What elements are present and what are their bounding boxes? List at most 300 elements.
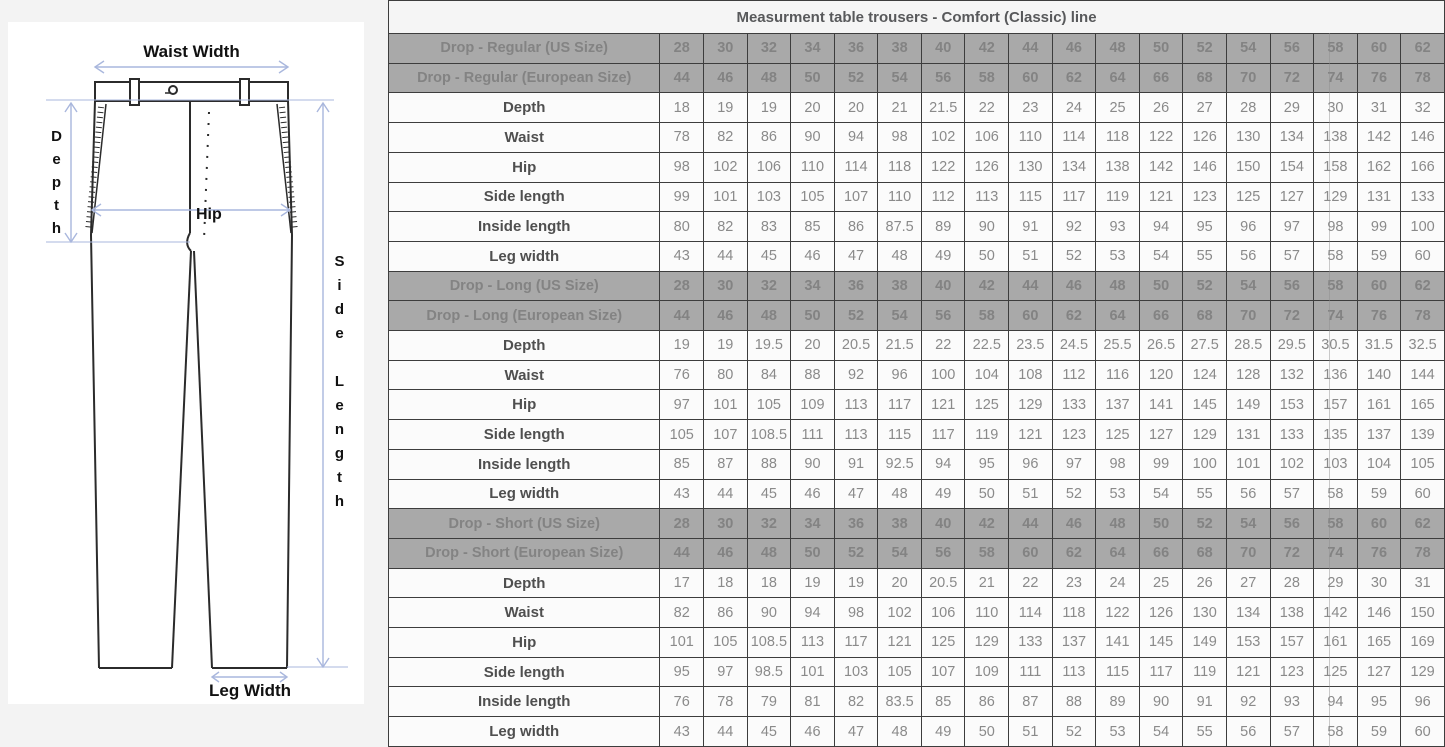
- value-cell: 144: [1401, 360, 1445, 390]
- value-cell: 40: [921, 271, 965, 301]
- row-label-cell: Hip: [389, 152, 660, 182]
- value-cell: 90: [747, 598, 791, 628]
- value-cell: 34: [791, 271, 835, 301]
- value-cell: 113: [834, 420, 878, 450]
- value-cell: 91: [834, 449, 878, 479]
- value-cell: 21: [965, 568, 1009, 598]
- value-cell: 104: [1357, 449, 1401, 479]
- value-cell: 58: [965, 301, 1009, 331]
- value-cell: 26: [1183, 568, 1227, 598]
- value-cell: 28.5: [1226, 331, 1270, 361]
- value-cell: 46: [791, 241, 835, 271]
- value-cell: 46: [704, 63, 748, 93]
- value-cell: 52: [1183, 509, 1227, 539]
- value-cell: 32: [747, 271, 791, 301]
- value-cell: 157: [1314, 390, 1358, 420]
- measurement-table: [388, 0, 1445, 747]
- value-cell: 25: [1139, 568, 1183, 598]
- trouser-diagram-panel: [0, 0, 388, 747]
- size-header-row: [389, 271, 1445, 301]
- measurement-row: [389, 717, 1445, 747]
- row-label-cell: Waist: [389, 360, 660, 390]
- value-cell: 50: [1139, 34, 1183, 64]
- value-cell: 36: [834, 509, 878, 539]
- value-cell: 43: [660, 479, 704, 509]
- value-cell: 48: [878, 717, 922, 747]
- value-cell: 95: [660, 657, 704, 687]
- value-cell: 88: [1052, 687, 1096, 717]
- value-cell: 56: [921, 63, 965, 93]
- value-cell: 106: [921, 598, 965, 628]
- value-cell: 46: [791, 479, 835, 509]
- value-cell: 78: [1401, 538, 1445, 568]
- value-cell: 46: [1052, 509, 1096, 539]
- row-label-cell: Depth: [389, 331, 660, 361]
- value-cell: 130: [1183, 598, 1227, 628]
- value-cell: 56: [1270, 271, 1314, 301]
- value-cell: 45: [747, 241, 791, 271]
- value-cell: 34: [791, 34, 835, 64]
- value-cell: 68: [1183, 63, 1227, 93]
- value-cell: 122: [1096, 598, 1140, 628]
- value-cell: 142: [1357, 123, 1401, 153]
- value-cell: 57: [1270, 241, 1314, 271]
- value-cell: 149: [1226, 390, 1270, 420]
- value-cell: 101: [660, 628, 704, 658]
- row-label-cell: Drop - Long (European Size): [389, 301, 660, 331]
- value-cell: 131: [1226, 420, 1270, 450]
- right-inner-seam: [194, 251, 212, 668]
- value-cell: 111: [1009, 657, 1053, 687]
- value-cell: 146: [1357, 598, 1401, 628]
- value-cell: 53: [1096, 479, 1140, 509]
- value-cell: 48: [747, 301, 791, 331]
- value-cell: 27: [1226, 568, 1270, 598]
- waist-width-label: Waist Width: [143, 42, 240, 61]
- value-cell: 96: [1226, 212, 1270, 242]
- value-cell: 30: [1357, 568, 1401, 598]
- value-cell: 46: [791, 717, 835, 747]
- value-cell: 52: [834, 301, 878, 331]
- value-cell: 100: [1183, 449, 1227, 479]
- value-cell: 94: [1314, 687, 1358, 717]
- value-cell: 68: [1183, 538, 1227, 568]
- value-cell: 80: [704, 360, 748, 390]
- value-cell: 47: [834, 717, 878, 747]
- value-cell: 20: [791, 331, 835, 361]
- value-cell: 23: [1009, 93, 1053, 123]
- measurement-row: [389, 687, 1445, 717]
- value-cell: 123: [1052, 420, 1096, 450]
- value-cell: 72: [1270, 301, 1314, 331]
- value-cell: 102: [704, 152, 748, 182]
- value-cell: 54: [878, 538, 922, 568]
- value-cell: 105: [791, 182, 835, 212]
- value-cell: 108: [1009, 360, 1053, 390]
- value-cell: 45: [747, 717, 791, 747]
- value-cell: 28: [1270, 568, 1314, 598]
- value-cell: 70: [1226, 301, 1270, 331]
- value-cell: 134: [1052, 152, 1096, 182]
- value-cell: 117: [834, 628, 878, 658]
- value-cell: 110: [791, 152, 835, 182]
- value-cell: 76: [660, 687, 704, 717]
- row-label-cell: Side length: [389, 420, 660, 450]
- value-cell: 48: [1096, 34, 1140, 64]
- value-cell: 153: [1226, 628, 1270, 658]
- value-cell: 92: [1052, 212, 1096, 242]
- value-cell: 50: [965, 241, 1009, 271]
- value-cell: 30: [704, 509, 748, 539]
- value-cell: 87: [1009, 687, 1053, 717]
- value-cell: 161: [1314, 628, 1358, 658]
- value-cell: 85: [791, 212, 835, 242]
- value-cell: 121: [921, 390, 965, 420]
- value-cell: 134: [1270, 123, 1314, 153]
- size-header-row: [389, 538, 1445, 568]
- value-cell: 29.5: [1270, 331, 1314, 361]
- measurement-row: [389, 123, 1445, 153]
- row-label-cell: Drop - Short (European Size): [389, 538, 660, 568]
- value-cell: 137: [1357, 420, 1401, 450]
- value-cell: 19.5: [747, 331, 791, 361]
- value-cell: 51: [1009, 717, 1053, 747]
- value-cell: 23.5: [1009, 331, 1053, 361]
- value-cell: 19: [704, 93, 748, 123]
- value-cell: 86: [747, 123, 791, 153]
- size-header-row: [389, 301, 1445, 331]
- value-cell: 31.5: [1357, 331, 1401, 361]
- value-cell: 26.5: [1139, 331, 1183, 361]
- row-label-cell: Drop - Regular (US Size): [389, 34, 660, 64]
- value-cell: 129: [1183, 420, 1227, 450]
- measurement-row: [389, 212, 1445, 242]
- value-cell: 27: [1183, 93, 1227, 123]
- value-cell: 120: [1139, 360, 1183, 390]
- value-cell: 169: [1401, 628, 1445, 658]
- value-cell: 62: [1052, 63, 1096, 93]
- value-cell: 25.5: [1096, 331, 1140, 361]
- value-cell: 28: [660, 509, 704, 539]
- value-cell: 50: [1139, 271, 1183, 301]
- measurement-row: [389, 152, 1445, 182]
- value-cell: 138: [1314, 123, 1358, 153]
- measurement-row: [389, 420, 1445, 450]
- value-cell: 83.5: [878, 687, 922, 717]
- value-cell: 105: [660, 420, 704, 450]
- row-label-cell: Drop - Short (US Size): [389, 509, 660, 539]
- left-inner-seam: [172, 251, 191, 668]
- value-cell: 58: [1314, 34, 1358, 64]
- value-cell: 91: [1009, 212, 1053, 242]
- value-cell: 130: [1226, 123, 1270, 153]
- value-cell: 95: [965, 449, 1009, 479]
- value-cell: 62: [1401, 271, 1445, 301]
- value-cell: 56: [1226, 717, 1270, 747]
- value-cell: 22.5: [965, 331, 1009, 361]
- value-cell: 54: [878, 63, 922, 93]
- row-label-cell: Drop - Long (US Size): [389, 271, 660, 301]
- value-cell: 76: [1357, 301, 1401, 331]
- value-cell: 56: [1226, 479, 1270, 509]
- value-cell: 93: [1096, 212, 1140, 242]
- belt-loop-left: [130, 79, 139, 105]
- value-cell: 49: [921, 241, 965, 271]
- value-cell: 145: [1183, 390, 1227, 420]
- value-cell: 119: [1183, 657, 1227, 687]
- value-cell: 146: [1183, 152, 1227, 182]
- value-cell: 51: [1009, 241, 1053, 271]
- value-cell: 107: [834, 182, 878, 212]
- value-cell: 90: [791, 123, 835, 153]
- value-cell: 44: [1009, 271, 1053, 301]
- value-cell: 60: [1357, 271, 1401, 301]
- value-cell: 92: [834, 360, 878, 390]
- value-cell: 129: [1009, 390, 1053, 420]
- value-cell: 137: [1096, 390, 1140, 420]
- value-cell: 24: [1052, 93, 1096, 123]
- value-cell: 108.5: [747, 420, 791, 450]
- value-cell: 32: [747, 34, 791, 64]
- value-cell: 124: [1183, 360, 1227, 390]
- value-cell: 97: [1052, 449, 1096, 479]
- value-cell: 42: [965, 509, 1009, 539]
- value-cell: 78: [1401, 63, 1445, 93]
- value-cell: 117: [878, 390, 922, 420]
- row-label-cell: Waist: [389, 123, 660, 153]
- value-cell: 133: [1401, 182, 1445, 212]
- value-cell: 74: [1314, 538, 1358, 568]
- value-cell: 30.5: [1314, 331, 1358, 361]
- value-cell: 76: [1357, 538, 1401, 568]
- trouser-outline: [88, 79, 295, 668]
- value-cell: 90: [965, 212, 1009, 242]
- value-cell: 98: [834, 598, 878, 628]
- value-cell: 105: [1401, 449, 1445, 479]
- value-cell: 158: [1314, 152, 1358, 182]
- measurement-row: [389, 241, 1445, 271]
- value-cell: 113: [791, 628, 835, 658]
- value-cell: 58: [965, 63, 1009, 93]
- value-cell: 44: [1009, 509, 1053, 539]
- value-cell: 28: [1226, 93, 1270, 123]
- value-cell: 91: [1183, 687, 1227, 717]
- depth-label: Depth: [48, 128, 65, 243]
- value-cell: 72: [1270, 63, 1314, 93]
- value-cell: 59: [1357, 717, 1401, 747]
- value-cell: 48: [747, 538, 791, 568]
- value-cell: 119: [965, 420, 1009, 450]
- value-cell: 145: [1139, 628, 1183, 658]
- row-label-cell: Inside length: [389, 449, 660, 479]
- value-cell: 28: [660, 271, 704, 301]
- value-cell: 56: [1270, 34, 1314, 64]
- value-cell: 112: [921, 182, 965, 212]
- value-cell: 31: [1401, 568, 1445, 598]
- value-cell: 133: [1009, 628, 1053, 658]
- value-cell: 40: [921, 509, 965, 539]
- value-cell: 116: [1096, 360, 1140, 390]
- value-cell: 70: [1226, 538, 1270, 568]
- value-cell: 121: [1226, 657, 1270, 687]
- measurement-row: [389, 360, 1445, 390]
- size-header-row: [389, 509, 1445, 539]
- value-cell: 27.5: [1183, 331, 1227, 361]
- value-cell: 87: [704, 449, 748, 479]
- value-cell: 42: [965, 271, 1009, 301]
- value-cell: 19: [704, 331, 748, 361]
- value-cell: 101: [791, 657, 835, 687]
- value-cell: 59: [1357, 479, 1401, 509]
- row-label-cell: Inside length: [389, 687, 660, 717]
- value-cell: 100: [921, 360, 965, 390]
- measurement-row: [389, 479, 1445, 509]
- value-cell: 133: [1270, 420, 1314, 450]
- value-cell: 32: [1401, 93, 1445, 123]
- measurement-row: [389, 93, 1445, 123]
- value-cell: 19: [660, 331, 704, 361]
- value-cell: 20.5: [921, 568, 965, 598]
- value-cell: 54: [1139, 241, 1183, 271]
- value-cell: 36: [834, 34, 878, 64]
- value-cell: 64: [1096, 538, 1140, 568]
- value-cell: 19: [834, 568, 878, 598]
- value-cell: 44: [704, 479, 748, 509]
- value-cell: 23: [1052, 568, 1096, 598]
- value-cell: 139: [1401, 420, 1445, 450]
- value-cell: 22: [965, 93, 1009, 123]
- value-cell: 112: [1052, 360, 1096, 390]
- value-cell: 20: [878, 568, 922, 598]
- value-cell: 44: [660, 538, 704, 568]
- value-cell: 106: [747, 152, 791, 182]
- value-cell: 70: [1226, 63, 1270, 93]
- value-cell: 157: [1270, 628, 1314, 658]
- value-cell: 99: [1357, 212, 1401, 242]
- measurement-row: [389, 628, 1445, 658]
- value-cell: 105: [704, 628, 748, 658]
- row-label-cell: Drop - Regular (European Size): [389, 63, 660, 93]
- table-title-row: [389, 1, 1445, 34]
- right-outer-seam: [287, 101, 292, 668]
- value-cell: 140: [1357, 360, 1401, 390]
- value-cell: 166: [1401, 152, 1445, 182]
- value-cell: 52: [1052, 717, 1096, 747]
- value-cell: 57: [1270, 479, 1314, 509]
- value-cell: 55: [1183, 241, 1227, 271]
- value-cell: 46: [1052, 34, 1096, 64]
- value-cell: 22: [921, 331, 965, 361]
- value-cell: 88: [791, 360, 835, 390]
- measurement-row: [389, 657, 1445, 687]
- value-cell: 114: [1052, 123, 1096, 153]
- value-cell: 66: [1139, 301, 1183, 331]
- value-cell: 54: [1139, 479, 1183, 509]
- value-cell: 86: [965, 687, 1009, 717]
- value-cell: 54: [878, 301, 922, 331]
- row-label-cell: Hip: [389, 390, 660, 420]
- value-cell: 126: [965, 152, 1009, 182]
- value-cell: 20: [834, 93, 878, 123]
- value-cell: 154: [1270, 152, 1314, 182]
- value-cell: 21.5: [878, 331, 922, 361]
- row-label-cell: Inside length: [389, 212, 660, 242]
- row-label-cell: Side length: [389, 182, 660, 212]
- value-cell: 107: [921, 657, 965, 687]
- value-cell: 48: [878, 479, 922, 509]
- belt-loop-right: [240, 79, 249, 105]
- value-cell: 125: [1096, 420, 1140, 450]
- value-cell: 111: [791, 420, 835, 450]
- row-label-cell: Depth: [389, 93, 660, 123]
- value-cell: 43: [660, 241, 704, 271]
- value-cell: 18: [747, 568, 791, 598]
- value-cell: 66: [1139, 538, 1183, 568]
- value-cell: 74: [1314, 63, 1358, 93]
- value-cell: 86: [704, 598, 748, 628]
- value-cell: 110: [878, 182, 922, 212]
- value-cell: 114: [834, 152, 878, 182]
- value-cell: 97: [704, 657, 748, 687]
- value-cell: 56: [921, 538, 965, 568]
- value-cell: 44: [1009, 34, 1053, 64]
- value-cell: 105: [878, 657, 922, 687]
- measurement-row: [389, 331, 1445, 361]
- value-cell: 107: [704, 420, 748, 450]
- value-cell: 82: [704, 123, 748, 153]
- value-cell: 83: [747, 212, 791, 242]
- value-cell: 56: [1270, 509, 1314, 539]
- value-cell: 36: [834, 271, 878, 301]
- value-cell: 98: [1314, 212, 1358, 242]
- value-cell: 52: [1183, 34, 1227, 64]
- leg-width-label: Leg Width: [209, 681, 291, 700]
- value-cell: 62: [1052, 301, 1096, 331]
- measurement-row: [389, 449, 1445, 479]
- value-cell: 24.5: [1052, 331, 1096, 361]
- value-cell: 115: [878, 420, 922, 450]
- value-cell: 125: [965, 390, 1009, 420]
- value-cell: 32.5: [1401, 331, 1445, 361]
- value-cell: 92: [1226, 687, 1270, 717]
- value-cell: 20: [791, 93, 835, 123]
- value-cell: 113: [965, 182, 1009, 212]
- value-cell: 89: [1096, 687, 1140, 717]
- value-cell: 165: [1357, 628, 1401, 658]
- value-cell: 127: [1139, 420, 1183, 450]
- value-cell: 40: [921, 34, 965, 64]
- value-cell: 96: [878, 360, 922, 390]
- measurement-row: [389, 182, 1445, 212]
- value-cell: 58: [1314, 479, 1358, 509]
- value-cell: 86: [834, 212, 878, 242]
- value-cell: 44: [660, 301, 704, 331]
- value-cell: 101: [704, 182, 748, 212]
- value-cell: 58: [1314, 717, 1358, 747]
- value-cell: 102: [921, 123, 965, 153]
- value-cell: 130: [1009, 152, 1053, 182]
- value-cell: 126: [1139, 598, 1183, 628]
- value-cell: 85: [660, 449, 704, 479]
- value-cell: 99: [660, 182, 704, 212]
- value-cell: 165: [1401, 390, 1445, 420]
- value-cell: 25: [1096, 93, 1140, 123]
- value-cell: 115: [1009, 182, 1053, 212]
- value-cell: 94: [1139, 212, 1183, 242]
- value-cell: 92.5: [878, 449, 922, 479]
- value-cell: 30: [1314, 93, 1358, 123]
- value-cell: 96: [1401, 687, 1445, 717]
